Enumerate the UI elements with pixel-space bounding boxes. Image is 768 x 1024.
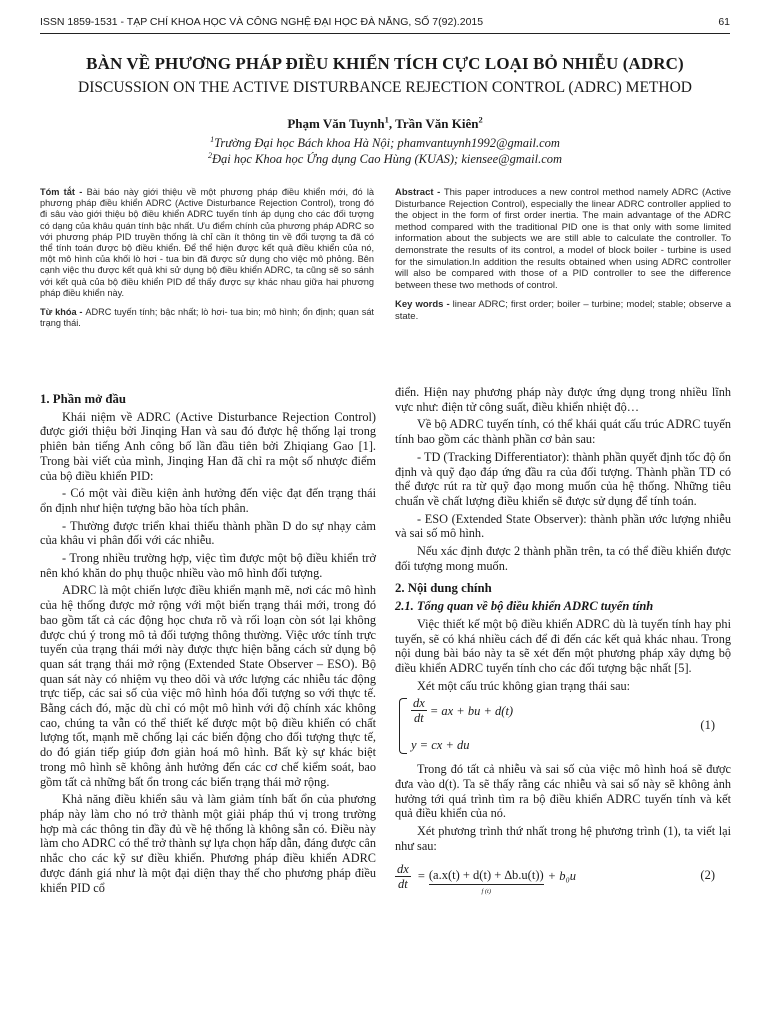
abstract-en-body	[395, 187, 731, 291]
paragraph: Trong đó tất cả nhiễu và sai số của việc mô hình hoá sẽ được đưa vào d(t). Ta sẽ thấy rằng các nhiễu và sai số này sẽ không ảnh hưởng tới quá trình tìm ra bộ điều khiển ADRC tuyến tính và kết quả điều khiển của nó.	[395, 762, 731, 821]
fraction-numerator: dx	[397, 862, 409, 877]
affiliation-1-sup: 1	[210, 134, 215, 144]
equation-brace	[399, 698, 407, 754]
paragraph: ADRC là một chiến lược điều khiển mạnh mẽ, nơi các mô hình của hệ thống được mở rộng với một biến trạng thái mới, trong đó bao gồm tất cả các động học chưa rõ và rối loạn còn sót lại không được chú ý trong mô tả đối tượng thông thường. Việc ước tính trực tuyến của trạng thái mới này được thực hiện bằng cách sử dụng bộ quan sát trạng thái mở rộng (Extended State Observer – ESO). Bộ quan sát này có nhiệm vụ theo dõi và ước lượng các nhiễu tác động trực tiếp, các sai số của việc mô hình hóa đối tượng so với thực tế. Bằng cách đó, mặc dù chỉ có một mô hình với độ chính xác không cao, chúng ta vẫn có thể thiết kế được một bộ điều khiển có chất lượng tốt, mạnh mẽ chống lại các biến động cho đối tượng thực tế, do đó gián tiếp giúp đơn giản hoá mô hình. Bất kỳ sự khác biệt trong mô hình sẽ không ảnh hưởng đến các cơ chế kiểm soát, bao gồm tất cả những bất ổn trong các biến trạng thái mở rộng.	[40, 583, 376, 789]
author-2-sup: 2	[478, 114, 483, 125]
author-1: Phạm Văn Tuynh	[287, 116, 385, 131]
keywords-en	[395, 299, 731, 322]
equation-2-number: (2)	[700, 867, 715, 882]
underbrace-content: (a.x(t) + d(t) + ∆b.u(t))	[428, 867, 544, 882]
equation-1-number: (1)	[700, 718, 715, 733]
keywords-vi	[40, 307, 374, 329]
body-column-right	[395, 385, 731, 897]
abstract-en-label: Abstract -	[395, 187, 444, 198]
keywords-en-label: Key words -	[395, 299, 453, 311]
author-2: Trần Văn Kiên	[395, 116, 479, 131]
bullet: - Trong nhiều trường hợp, việc tìm được một bộ điều khiển trở nên khó khăn do phụ thuộc nhiều vào mô hình đối tượng.	[40, 551, 376, 580]
fraction-numerator: dx	[413, 696, 425, 711]
keywords-en-text: linear ADRC; first order; boiler – turbine; model; stable; observe a state.	[395, 299, 731, 322]
page-number: 61	[718, 16, 730, 28]
equation-2	[395, 857, 731, 897]
affiliation-2-sup: 2	[207, 150, 212, 160]
paragraph: Nếu xác định được 2 thành phần trên, ta có thể điều khiển được đối tượng mong muốn.	[395, 544, 731, 573]
bullet: - ESO (Extended State Observer): thành phần ước lượng nhiễu và sai số mô hình.	[395, 511, 731, 541]
fraction-denominator: dt	[398, 877, 408, 892]
paragraph: Khả năng điều khiển sâu và làm giảm tính bất ổn của phương pháp này làm cho nó trở thành một giải pháp thú vị trong trường hợp mà các thông tin đầy đủ về hệ thống là không sẵn có. Điều này làm cho ADRC có thể trở thành sự lựa chọn hấp dẫn, đáng được cân nhắc cho các kỹ sư điều khiển. Phương pháp điều khiển ADRC được đánh giá như là một đại diện thay thế cho phương pháp điều khiển PID cổ	[40, 792, 376, 895]
abstract-vietnamese	[40, 187, 374, 337]
affiliation-1-text: Trường Đại học Bách khoa Hà Nội; phamvantuynh1992@gmail.com	[214, 136, 560, 150]
fraction-denominator: dt	[414, 711, 424, 726]
keywords-vi-label: Từ khóa -	[40, 307, 86, 318]
abstract-vi-text: Bài báo này giới thiệu về một phương pháp điều khiển mới, đó là phương pháp điều khiển ADRC (Active Disturbance Rejection Control), trong đó đi sâu vào giới thiệu bộ điều khiển ADRC tuyến tính áp dụng cho các đối tượng có dạng của khâu quán tính bậc nhất. Ưu điểm chính của phương pháp ADRC so với phương pháp PID truyền thống là chỉ cần ít thông tin về đối tượng ta đã có thể tính toán được bộ điều khiển. Để thể hiện được kết quả điều khiển của nó, một mô hình của khối lò hơi - tua bin đã được sử dụng cho việc mô phỏng. Bên cạnh việc thu được kết quả khi sử dụng bộ điều khiển ADRC, ta cũng sẽ so sánh với kết quả của bộ điều khiển PID để thấy được sự khác nhau giữa hai phương pháp điều khiển này.	[40, 187, 375, 298]
derivative-fraction	[395, 862, 411, 891]
equation-1-row-2: y = cx + du	[411, 738, 470, 753]
equation-1	[395, 696, 731, 758]
subsection-2-1-heading: 2.1. Tổng quan về bộ điều khiển ADRC tuyến tính	[395, 599, 654, 614]
abstract-en-text: This paper introduces a new control method namely ADRC (Active Disturbance Rejection Control), especially the linear ADRC controller applied to the object in the form of first order inertia. The main advantage of the ADRC method compared with the traditional PID one is that only with some limited information about the subjects we are still able to calculate the controller. To demonstrate the results of its control, a model of block boiler - turbine is used for the simulation.In addition the results obtained when using ADRC controller will also be compared with those of a PID controller to see the difference between these two methods of control.	[395, 187, 731, 291]
authors	[40, 116, 730, 132]
underbrace-label: f (t)	[481, 887, 492, 895]
author-1-sup: 1	[384, 114, 389, 125]
bullet: - Thường được triển khai thiếu thành phần D do sự nhạy cảm của khâu vi phân đối với các nhiễu.	[40, 518, 376, 548]
paragraph: Về bộ ADRC tuyến tính, có thể khái quát cấu trúc ADRC tuyến tính bao gồm các thành phần cơ bản sau:	[395, 417, 731, 447]
underbrace-term	[428, 867, 544, 895]
paragraph: Việc thiết kế một bộ điều khiển ADRC dù là tuyến tính hay phi tuyến, sẽ có khá nhiều cách để đi đến các kết quả khác nhau. Trong nội dung bài báo này ta sẽ xét đến một phương pháp xây dựng bộ điều khiển ADRC tuyến tính cho các đối tượng bậc nhất [5].	[395, 616, 731, 675]
abstract-vi-label: Tóm tắt -	[40, 187, 87, 197]
keywords-vi-text: ADRC tuyến tính; bậc nhất; lò hơi- tua bin; mô hình; ổn định; quan sát trạng thái.	[40, 307, 374, 329]
equation-1-rhs: = ax + bu + d(t)	[429, 703, 514, 718]
title-english: DISCUSSION ON THE ACTIVE DISTURBANCE REJECTION CONTROL (ADRC) METHOD	[78, 79, 692, 96]
section-2-heading: 2. Nội dung chính	[395, 581, 492, 596]
affiliation-2-text: Đại học Khoa học Ứng dụng Cao Hùng (KUAS); kiensee@gmail.com	[212, 152, 563, 166]
abstract-english	[395, 187, 731, 331]
bullet: - TD (Tracking Differentiator): thành phần quyết định tốc độ ổn định và quỹ đạo đáp ứng đầu ra của đối tượng. Thành phần TD có thể được rút ra từ quỹ đạo mong muốn của hệ thống. Những tiêu chuẩn về chất lượng điều khiển sẽ được sử dụng để tính toán.	[395, 449, 731, 508]
title-vietnamese: BÀN VỀ PHƯƠNG PHÁP ĐIỀU KHIỂN TÍCH CỰC LOẠI BỎ NHIỄU (ADRC)	[86, 54, 684, 73]
running-header	[40, 16, 730, 34]
bullet: - Có một vài điều kiện ảnh hưởng đến việc đạt đến trạng thái ổn định như hiện tượng bão hòa tích phân.	[40, 486, 376, 515]
equals-sign: =	[417, 869, 425, 884]
paragraph: điển. Hiện nay phương pháp này được ứng dụng trong nhiều lĩnh vực như: điện tử công suất, điều khiển nhiệt độ…	[395, 385, 731, 414]
abstract-vi-body	[40, 187, 374, 299]
section-1-heading: 1. Phần mở đầu	[40, 392, 127, 406]
derivative-fraction	[411, 696, 427, 725]
affiliation-1	[40, 136, 730, 151]
affiliation-2	[40, 152, 730, 167]
paragraph: Xét phương trình thứ nhất trong hệ phương trình (1), ta viết lại như sau:	[395, 824, 731, 853]
equation-2-tail: + b₀u	[547, 869, 577, 884]
author-separator: ,	[388, 116, 396, 131]
paragraph: Khái niệm về ADRC (Active Disturbance Rejection Control) được giới thiệu bởi Jinqing Han và sau đó được hệ thống lại trong phiên bản tiếng Anh công bố lần đầu tiên bởi Zhiqiang Gao [1]. Trong bài viết của mình, Jinqing Han đã chỉ ra một số nhược điểm của bộ điều khiển PID:	[40, 409, 376, 483]
journal-line: ISSN 1859-1531 - TẠP CHÍ KHOA HỌC VÀ CÔNG NGHỆ ĐẠI HỌC ĐÀ NẴNG, SỐ 7(92).2015	[40, 16, 484, 28]
body-column-left	[40, 390, 376, 898]
equation-1-row-1	[411, 696, 513, 725]
paragraph: Xét một cấu trúc không gian trạng thái sau:	[417, 678, 631, 693]
